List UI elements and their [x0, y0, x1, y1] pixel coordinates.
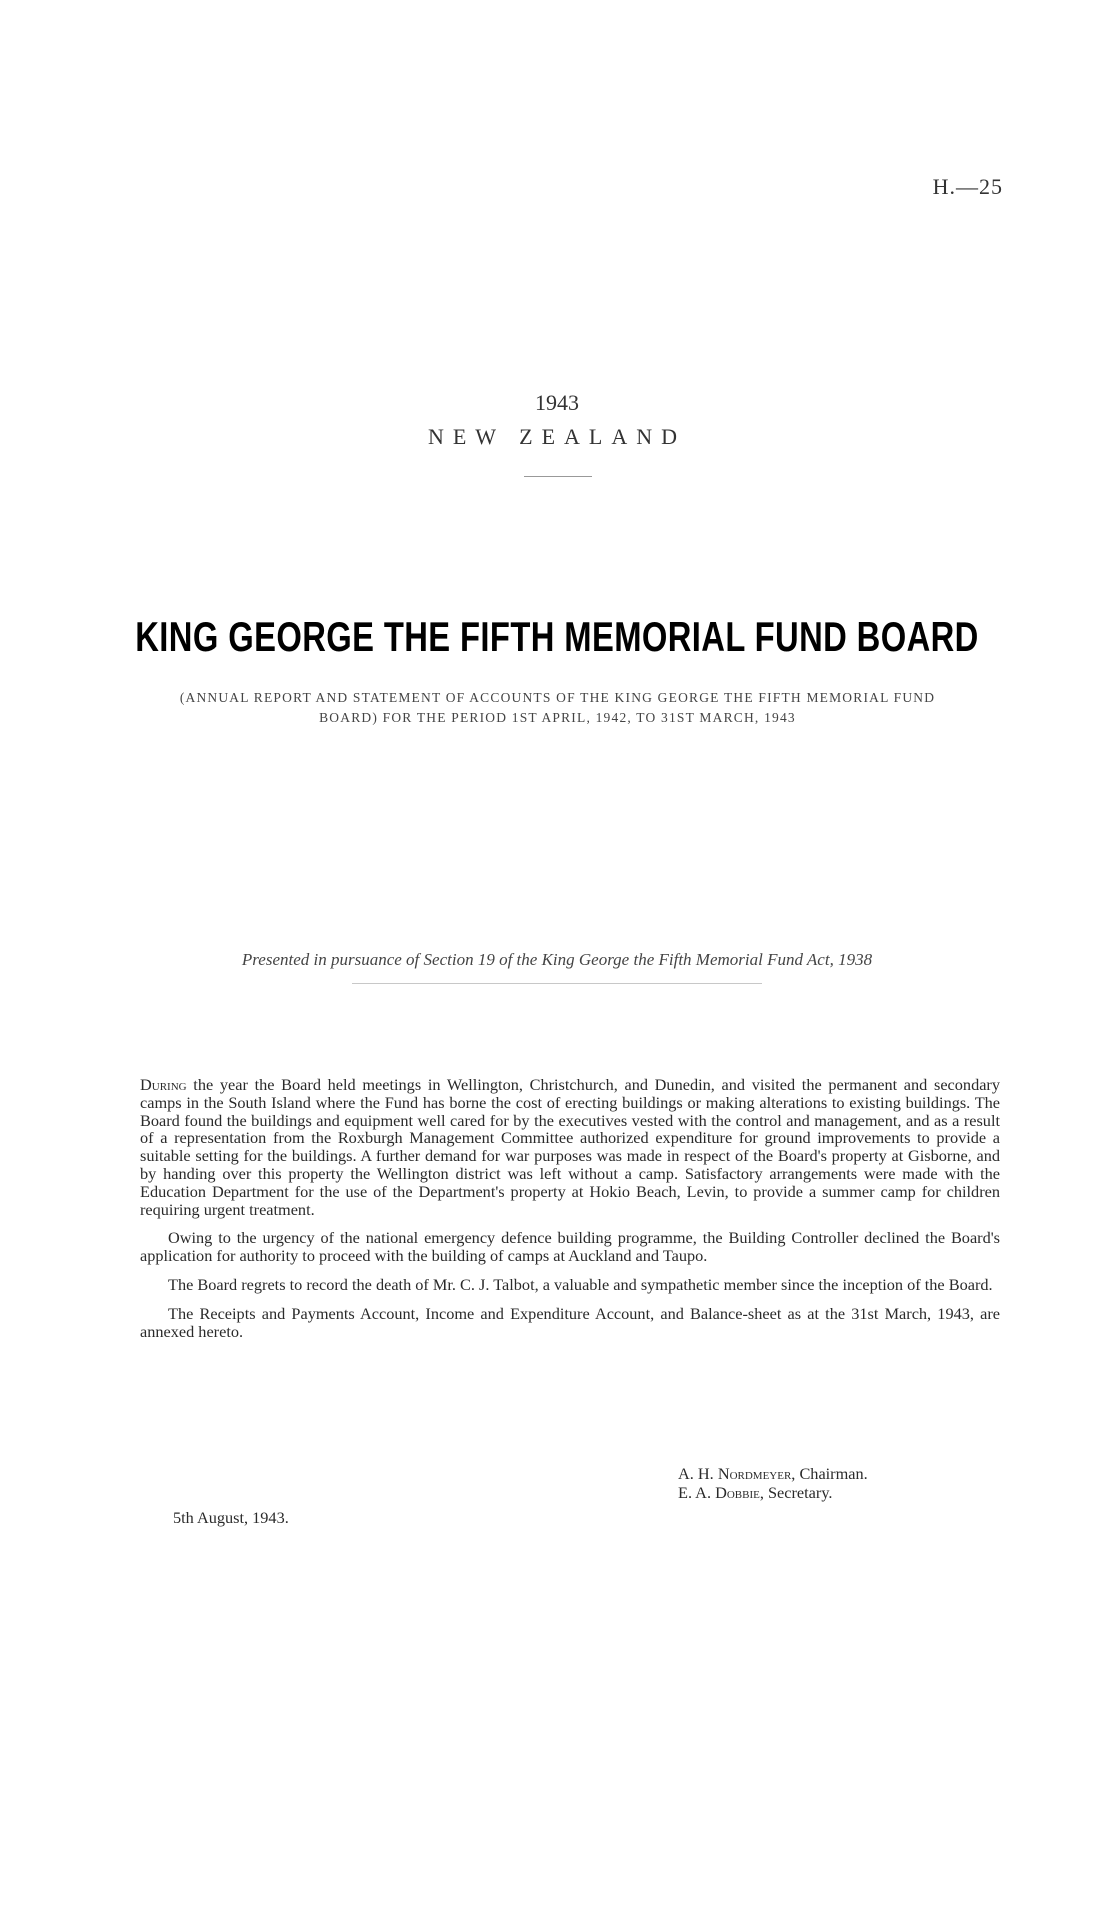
document-subtitle: (ANNUAL REPORT AND STATEMENT OF ACCOUNTS OF THE KING GEORGE THE FIFTH MEMORIAL FUND BOARD) FOR THE PERIOD 1ST APRIL, 1942, TO 31ST MARCH, 1943	[179, 690, 936, 725]
chairman-initials: A. H.	[678, 1464, 714, 1483]
report-date: 5th August, 1943.	[173, 1508, 289, 1527]
report-paragraph-2: Owing to the urgency of the national emergency defence building programme, the Building Controller declined the Board's application for authority to proceed with the building of camps at Auckland and Taupo.	[140, 1228, 1000, 1266]
report-body	[140, 1076, 1000, 1351]
report-paragraph-1	[140, 1076, 1000, 1218]
document-title: KING GEORGE THE FIFTH MEMORIAL FUND BOARD	[135, 613, 979, 660]
report-year: 1943	[535, 390, 579, 415]
paragraph-1-text: the year the Board held meetings in Wellington, Christchurch, and Dunedin, and visited the permanent and secondary camps in the South Island where the Fund has borne the cost of erecting buildings or making alterations to existing buildings. The Board found the buildings and equipment well cared for by the executives vested with the control and management, and as a result of a representation from the Roxburgh Management Committee authorized expenditure for ground improvements to provide a suitable setting for the buildings. A further demand for war purposes was made in respect of the Board's property at Gisborne, and by handing over this property the Wellington district was left without a camp. Satisfactory arrangements were made with the Education Department for the use of the Department's property at Hokio Beach, Levin, to provide a summer camp for children requiring urgent treatment.	[140, 1075, 1000, 1219]
report-paragraph-3: The Board regrets to record the death of Mr. C. J. Talbot, a valuable and sympathetic member since the inception of the Board.	[168, 1274, 993, 1294]
secretary-role: , Secretary.	[759, 1483, 833, 1502]
report-paragraph-4: The Receipts and Payments Account, Income and Expenditure Account, and Balance-sheet as at the 31st March, 1943, are annexed hereto.	[140, 1303, 1000, 1341]
chairman-role: , Chairman.	[791, 1464, 868, 1483]
paragraph-lead-word: During	[140, 1075, 187, 1094]
section-divider	[352, 983, 762, 984]
chairman-name: Nordmeyer	[717, 1464, 792, 1483]
title-divider	[524, 476, 592, 477]
secretary-name: Dobbie	[715, 1483, 760, 1502]
page-reference: H.—25	[932, 174, 1003, 199]
secretary-initials: E. A.	[678, 1483, 712, 1502]
chairman-signature	[678, 1464, 998, 1483]
presented-statement: Presented in pursuance of Section 19 of the King George the Fifth Memorial Fund Act, 1938	[241, 950, 873, 969]
signature-block	[678, 1464, 998, 1502]
secretary-signature	[678, 1483, 998, 1502]
country-heading: NEW ZEALAND	[427, 424, 687, 449]
